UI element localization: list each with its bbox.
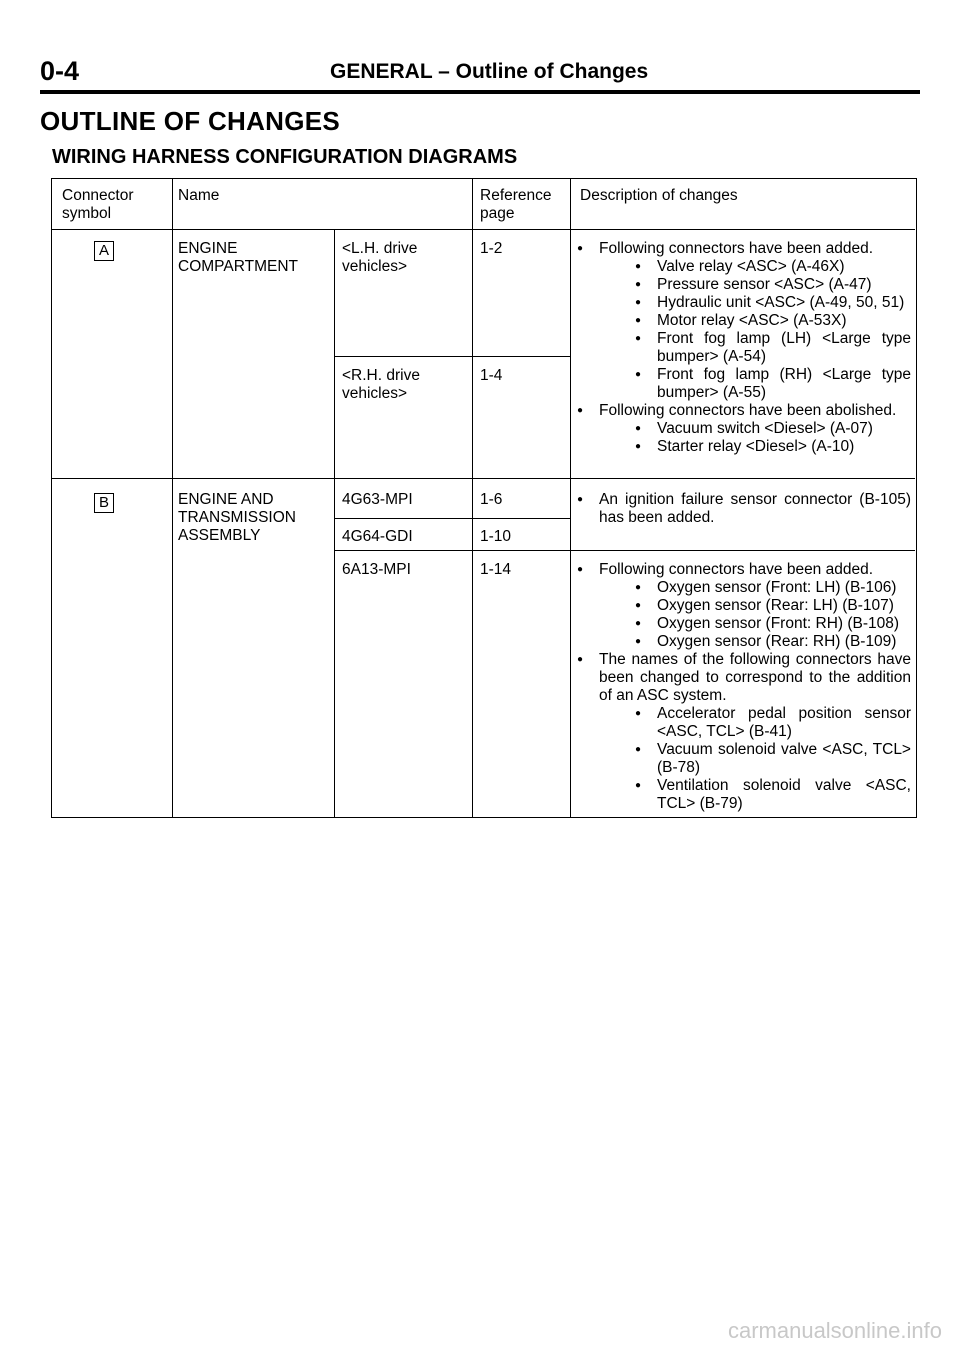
row-divider [334, 518, 570, 519]
description-sub-bullet: ● Valve relay <ASC> (A-46X) [599, 258, 911, 276]
description-sub-bullet: ● Front fog lamp (RH) <Large type bumper> (A-55) [599, 366, 911, 402]
description-bullet: ● Following connectors have been added. ● Valve relay <ASC> (A-46X) ● Pressure sensor <ASC> (A-47) ● Hydraulic unit <ASC> (A-49, 50, 51) ● Motor relay <ASC> (A-53X) ● Front fog lamp (LH) <Large type bumper> (A-54) ● Front fog lamp (RH) <Large type bumper> (A-55) [571, 240, 911, 402]
description-bullet: ● Following connectors have been added. ● Oxygen sensor (Front: LH) (B-106) ● Oxygen sensor (Rear: LH) (B-107) ● Oxygen sensor (Front: RH) (B-108) ● Oxygen sensor (Rear: RH) (B-109) [571, 561, 911, 651]
description-sub-bullet: ● Oxygen sensor (Front: LH) (B-106) [599, 579, 911, 597]
description-sub-bullet: ● Starter relay <Diesel> (A-10) [599, 438, 911, 456]
row-divider [52, 229, 915, 230]
connector-symbol-b: B [94, 493, 114, 513]
page-header [40, 56, 920, 90]
page-number: 0-4 [40, 56, 80, 86]
reference-page: 1-10 [480, 528, 512, 545]
harness-name: ENGINE COMPARTMENT [178, 240, 298, 275]
description-sub-bullet: ● Vacuum switch <Diesel> (A-07) [599, 420, 911, 438]
row-divider [334, 550, 915, 551]
description-sub-bullet: ● Oxygen sensor (Front: RH) (B-108) [599, 615, 911, 633]
description-sub-bullet: ● Hydraulic unit <ASC> (A-49, 50, 51) [599, 294, 911, 312]
description-sub-bullet: ● Oxygen sensor (Rear: LH) (B-107) [599, 597, 911, 615]
variant-label: 6A13-MPI [342, 561, 411, 578]
change-description [571, 491, 911, 527]
subsection-title: WIRING HARNESS CONFIGURATION DIAGRAMS [52, 146, 518, 168]
changes-table [51, 178, 917, 818]
row-divider [334, 356, 570, 357]
variant-label: <L.H. drive vehicles> [342, 240, 418, 275]
section-title: OUTLINE OF CHANGES [40, 106, 341, 136]
header-reference-page: Reference page [480, 187, 552, 222]
row-divider [52, 478, 915, 479]
description-bullet: ● An ignition failure sensor connector (B-105) has been added. [571, 491, 911, 527]
header-name: Name [178, 187, 220, 204]
variant-label: 4G64-GDI [342, 528, 413, 545]
reference-page: 1-14 [480, 561, 512, 578]
header-title: GENERAL – Outline of Changes [330, 60, 649, 83]
header-connector-symbol: Connector symbol [62, 187, 134, 222]
column-divider [472, 179, 473, 817]
harness-name: ENGINE AND TRANSMISSION ASSEMBLY [178, 491, 296, 544]
change-description [571, 240, 911, 456]
watermark: carmanualsonline.info [727, 1318, 942, 1343]
description-sub-bullet: ● Pressure sensor <ASC> (A-47) [599, 276, 911, 294]
reference-page: 1-6 [480, 491, 503, 508]
header-divider [40, 90, 920, 94]
description-sub-bullet: ● Accelerator pedal position sensor <ASC, TCL> (B-41) [599, 705, 911, 741]
column-divider [172, 179, 173, 817]
variant-label: 4G63-MPI [342, 491, 413, 508]
description-bullet: ● Following connectors have been abolished. ● Vacuum switch <Diesel> (A-07) ● Starter relay <Diesel> (A-10) [571, 402, 911, 456]
description-sub-bullet: ● Front fog lamp (LH) <Large type bumper> (A-54) [599, 330, 911, 366]
change-description [571, 561, 911, 813]
header-description: Description of changes [580, 187, 738, 204]
connector-symbol-a: A [94, 241, 114, 261]
description-bullet: ● The names of the following connectors have been changed to correspond to the addition of an ASC system. ● Accelerator pedal position sensor <ASC, TCL> (B-41) ● Vacuum solenoid valve <ASC, TCL> (B-78) ● Ventilation solenoid valve <ASC, TCL> (B-79) [571, 651, 911, 813]
reference-page: 1-2 [480, 240, 503, 257]
column-divider [334, 229, 335, 817]
variant-label: <R.H. drive vehicles> [342, 367, 420, 402]
description-sub-bullet: ● Motor relay <ASC> (A-53X) [599, 312, 911, 330]
description-sub-bullet: ● Ventilation solenoid valve <ASC, TCL> (B-79) [599, 777, 911, 813]
reference-page: 1-4 [480, 367, 503, 384]
description-sub-bullet: ● Oxygen sensor (Rear: RH) (B-109) [599, 633, 911, 651]
description-sub-bullet: ● Vacuum solenoid valve <ASC, TCL> (B-78) [599, 741, 911, 777]
